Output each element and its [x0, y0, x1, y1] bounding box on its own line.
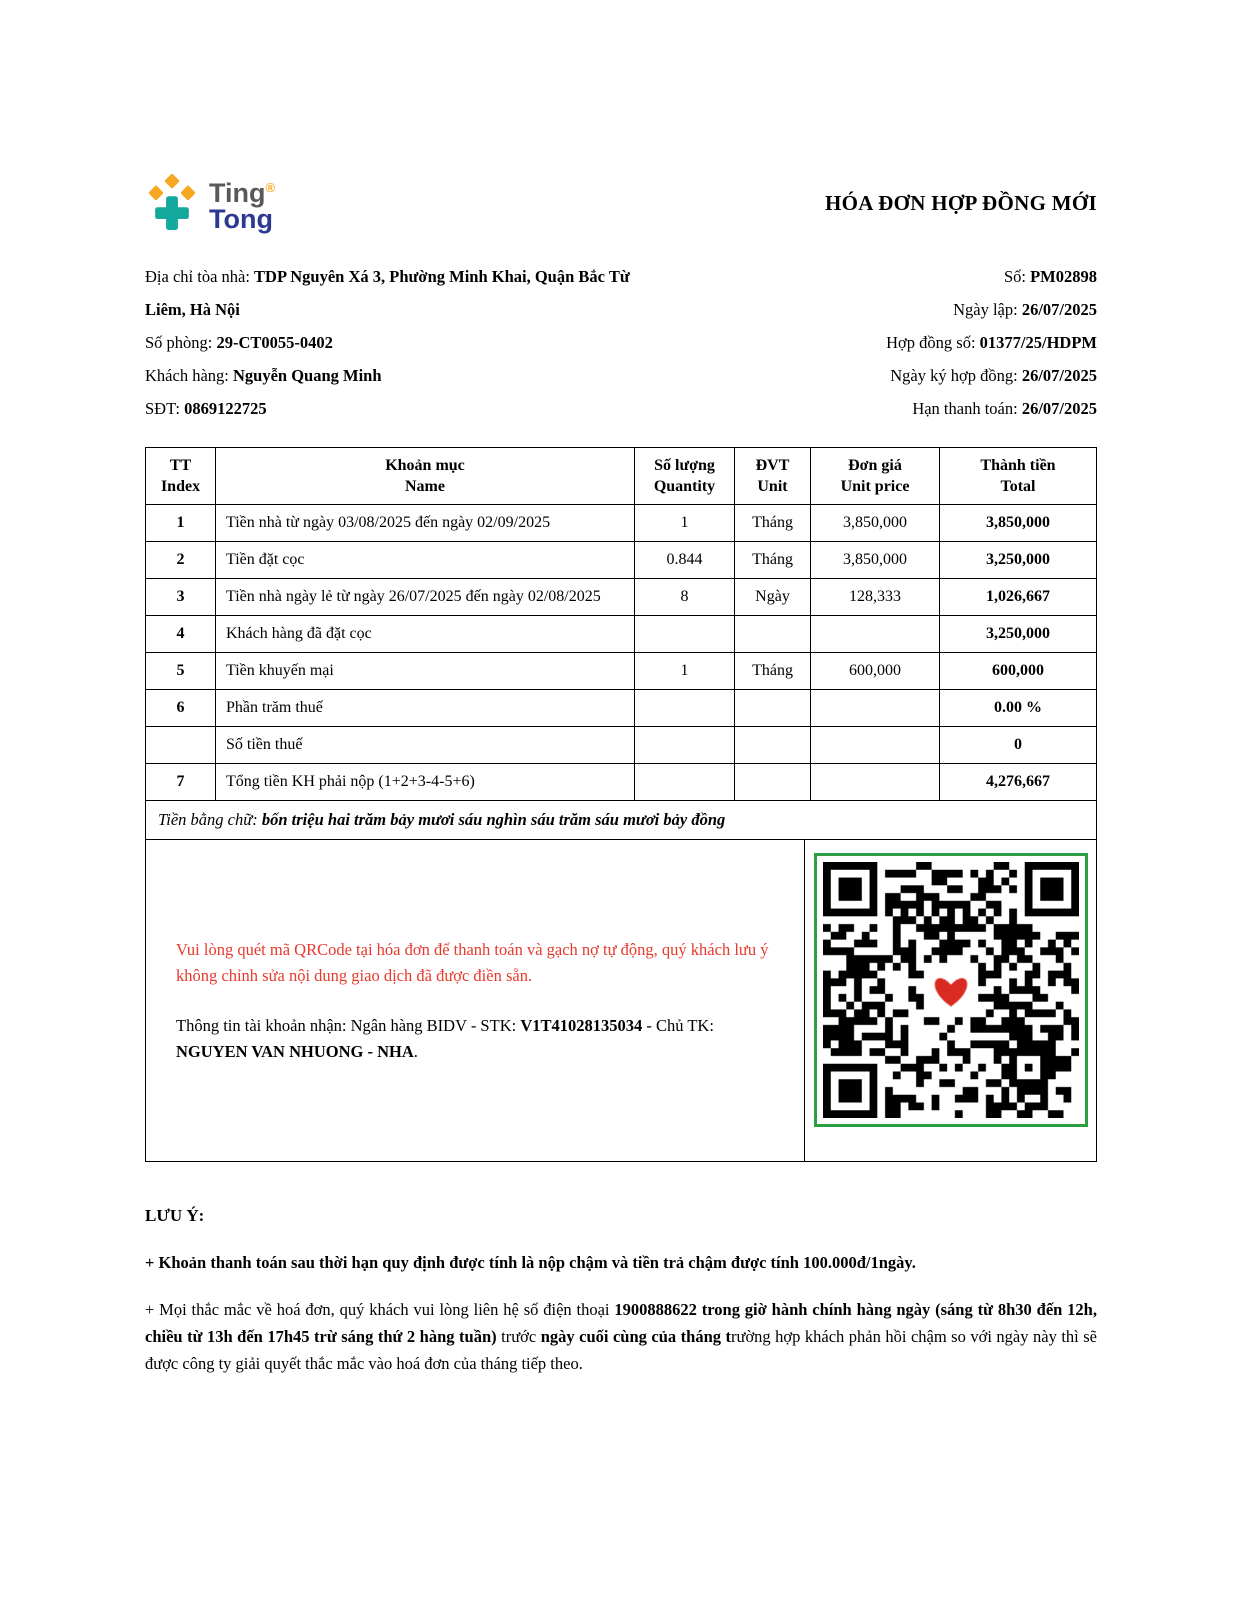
- invoice-table-head: [146, 448, 1097, 505]
- cell-unit: [735, 727, 811, 764]
- text-segment: bốn triệu hai trăm bảy mươi sáu nghìn sáu trăm sáu mươi bảy đồng: [261, 810, 726, 829]
- cell-qty: 8: [635, 579, 735, 616]
- text-segment: SĐT:: [145, 399, 185, 418]
- cell-tt: [146, 727, 216, 764]
- table-row: [146, 616, 1097, 653]
- cell-price: 128,333: [811, 579, 940, 616]
- qr-code: [823, 862, 1079, 1118]
- contract-sign-date: [650, 359, 1097, 392]
- text-segment: 29-CT0055-0402: [216, 333, 333, 352]
- text-segment: rường hợp khách phản hồi chậm so với ngày này thì sẽ được công ty giải quyết thắc mắc vào hoá đơn của tháng tiếp theo.: [145, 1327, 1097, 1373]
- column-header: Thành tiền Total: [940, 448, 1097, 505]
- column-header: Số lượng Quantity: [635, 448, 735, 505]
- cell-tt: 6: [146, 690, 216, 727]
- cell-qty: [635, 727, 735, 764]
- table-row: [146, 653, 1097, 690]
- cell-tt: 3: [146, 579, 216, 616]
- cell-unit: Tháng: [735, 505, 811, 542]
- logo-ting-line: [209, 175, 275, 206]
- text-segment: Ngày ký hợp đồng:: [890, 366, 1022, 385]
- logo-ting: Ting: [209, 177, 266, 208]
- cell-total: 1,026,667: [940, 579, 1097, 616]
- text-segment: 1900888622 trong giờ hành chính hàng ngày (sáng từ 8h30 đến 12h, chiều từ 13h đến 17h45 trừ sáng thứ 2 hàng tuần): [145, 1300, 1097, 1346]
- table-row: [146, 505, 1097, 542]
- tingtong-logo: [145, 172, 275, 234]
- info-left: [145, 260, 650, 425]
- cell-total: 3,250,000: [940, 542, 1097, 579]
- invoice-table-body: [146, 505, 1097, 801]
- receiving-account-info: [176, 1013, 774, 1065]
- cell-tt: 7: [146, 764, 216, 801]
- cell-unit: Ngày: [735, 579, 811, 616]
- cell-total: 0.00 %: [940, 690, 1097, 727]
- qr-payment-notice: Vui lòng quét mã QRCode tại hóa đơn để thanh toán và gạch nợ tự động, quý khách lưu ý không chỉnh sửa nội dung giao dịch đã được điền sẵn.: [176, 939, 769, 985]
- text-segment: 26/07/2025: [1021, 399, 1097, 418]
- cell-name: Tiền khuyến mại: [216, 653, 635, 690]
- text-segment: Thông tin tài khoản nhận: Ngân hàng BIDV - STK:: [176, 1015, 521, 1035]
- cell-tt: 2: [146, 542, 216, 579]
- column-header: Khoản mục Name: [216, 448, 635, 505]
- cell-name: Phần trăm thuế: [216, 690, 635, 727]
- cell-name: Tổng tiền KH phải nộp (1+2+3-4-5+6): [216, 764, 635, 801]
- notes-title: LƯU Ý:: [145, 1206, 205, 1225]
- cell-name: Khách hàng đã đặt cọc: [216, 616, 635, 653]
- text-segment: Nguyễn Quang Minh: [232, 366, 382, 385]
- invoice-number: [650, 260, 1097, 293]
- cell-total: 600,000: [940, 653, 1097, 690]
- table-row: [146, 727, 1097, 764]
- issue-date: [650, 293, 1097, 326]
- room-number: [145, 326, 650, 359]
- text-segment: NGUYEN VAN NHUONG - NHA: [176, 1041, 414, 1061]
- text-segment: Tiền bằng chữ:: [158, 810, 262, 829]
- column-header: Đơn giá Unit price: [811, 448, 940, 505]
- cell-price: 3,850,000: [811, 505, 940, 542]
- table-row: [146, 690, 1097, 727]
- cell-unit: Tháng: [735, 653, 811, 690]
- customer-phone: [145, 392, 650, 425]
- amount-in-words: [145, 801, 1097, 840]
- cell-unit: [735, 764, 811, 801]
- qr-cell: [804, 840, 1096, 1161]
- text-segment: Địa chỉ tòa nhà:: [145, 267, 255, 286]
- invoice-title: HÓA ĐƠN HỢP ĐỒNG MỚI: [824, 190, 1097, 215]
- text-segment: 0869122725: [184, 399, 267, 418]
- invoice-table: [145, 447, 1097, 801]
- cell-tt: 4: [146, 616, 216, 653]
- cell-qty: [635, 764, 735, 801]
- cell-qty: 0.844: [635, 542, 735, 579]
- cell-qty: [635, 690, 735, 727]
- text-segment: Ngày lập:: [953, 300, 1022, 319]
- text-segment: PM02898: [1030, 267, 1097, 286]
- text-segment: Hợp đồng số:: [886, 333, 980, 352]
- invoice-table-header-row: [146, 448, 1097, 505]
- note-contact: [145, 1296, 1097, 1377]
- cell-total: 3,850,000: [940, 505, 1097, 542]
- text-segment: Số phòng:: [145, 333, 217, 352]
- cell-price: [811, 764, 940, 801]
- table-row: [146, 579, 1097, 616]
- cell-price: [811, 727, 940, 764]
- cell-qty: 1: [635, 505, 735, 542]
- cell-total: 4,276,667: [940, 764, 1097, 801]
- tingtong-icon: [145, 172, 199, 234]
- text-segment: + Mọi thắc mắc về hoá đơn, quý khách vui lòng liên hệ số điện thoại: [145, 1300, 615, 1319]
- cell-name: Số tiền thuế: [216, 727, 635, 764]
- logo-text: [209, 175, 275, 232]
- cell-price: 600,000: [811, 653, 940, 690]
- text-segment: Số:: [1003, 267, 1031, 286]
- cell-unit: Tháng: [735, 542, 811, 579]
- text-segment: 26/07/2025: [1021, 366, 1097, 385]
- cell-unit: [735, 690, 811, 727]
- customer-name: [145, 359, 650, 392]
- cell-name: Tiền nhà từ ngày 03/08/2025 đến ngày 02/09/2025: [216, 505, 635, 542]
- column-header: ĐVT Unit: [735, 448, 811, 505]
- payment-section: [145, 840, 1097, 1162]
- text-segment: Hạn thanh toán:: [912, 399, 1022, 418]
- cell-tt: 5: [146, 653, 216, 690]
- cell-price: 3,850,000: [811, 542, 940, 579]
- header: [145, 172, 1097, 234]
- text-segment: trước: [496, 1327, 541, 1346]
- cell-tt: 1: [146, 505, 216, 542]
- payment-text: [146, 840, 804, 1161]
- logo-registered-mark: ®: [265, 179, 276, 195]
- cell-name: Tiền đặt cọc: [216, 542, 635, 579]
- column-header: TT Index: [146, 448, 216, 505]
- text-segment: Khách hàng:: [145, 366, 233, 385]
- building-address: [145, 260, 650, 326]
- qr-frame: [814, 853, 1088, 1127]
- text-segment: - Chủ TK:: [642, 1015, 714, 1035]
- cell-total: 0: [940, 727, 1097, 764]
- cell-price: [811, 690, 940, 727]
- info-right: [650, 260, 1097, 425]
- payment-due-date: [650, 392, 1097, 425]
- text-segment: 01377/25/HDPM: [979, 333, 1097, 352]
- logo-tong: Tong: [209, 203, 273, 234]
- text-segment: V1T41028135034: [520, 1015, 643, 1035]
- cell-name: Tiền nhà ngày lẻ từ ngày 26/07/2025 đến ngày 02/08/2025: [216, 579, 635, 616]
- table-row: [146, 542, 1097, 579]
- text-segment: TDP Nguyên Xá 3, Phường Minh Khai, Quận Bắc Từ Liêm, Hà Nội: [145, 267, 630, 319]
- note-late-payment: [145, 1249, 1097, 1276]
- table-row: [146, 764, 1097, 801]
- cell-price: [811, 616, 940, 653]
- invoice-info: [145, 260, 1097, 425]
- text-segment: + Khoản thanh toán sau thời hạn quy định được tính là nộp chậm và tiền trả chậm được tính 100.000đ/1ngày.: [145, 1253, 916, 1272]
- text-segment: 26/07/2025: [1021, 300, 1097, 319]
- contract-number: [650, 326, 1097, 359]
- text-segment: .: [413, 1041, 418, 1061]
- cell-unit: [735, 616, 811, 653]
- cell-qty: [635, 616, 735, 653]
- text-segment: ngày cuối cùng của tháng t: [540, 1327, 731, 1346]
- cell-total: 3,250,000: [940, 616, 1097, 653]
- notes: [145, 1202, 1097, 1377]
- cell-qty: 1: [635, 653, 735, 690]
